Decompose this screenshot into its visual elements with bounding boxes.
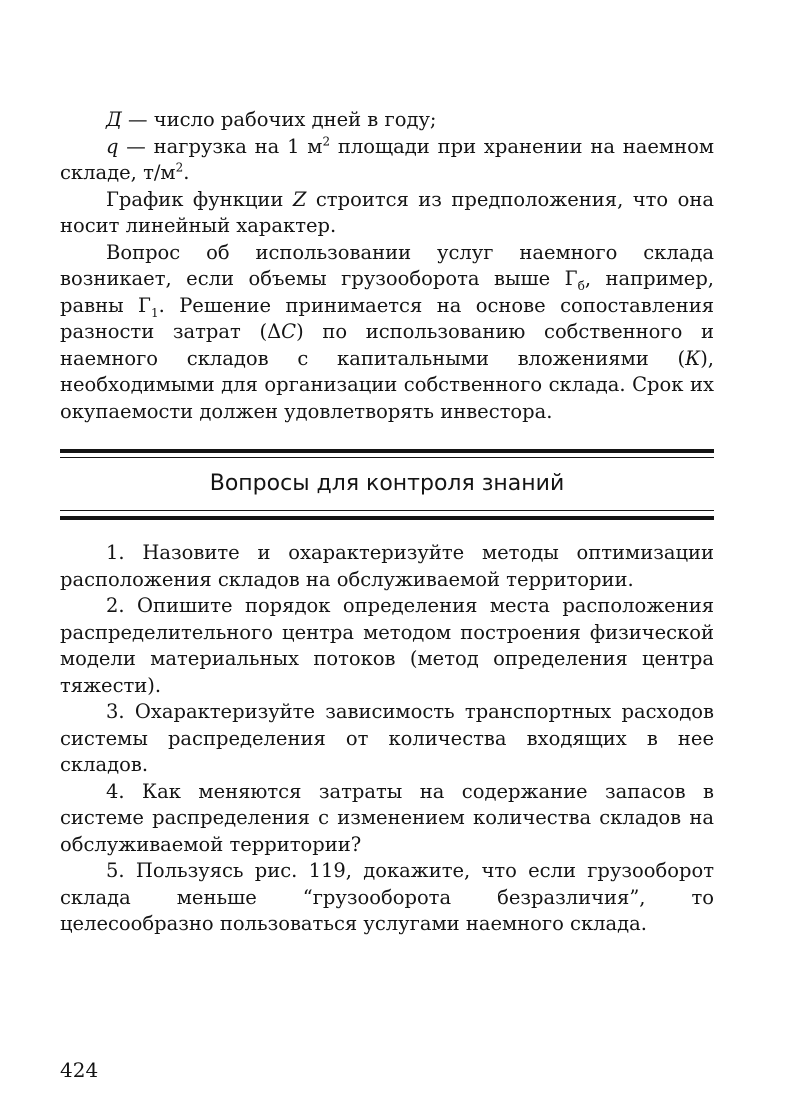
decision-part-5: ), необходимыми для организации собственного склада. Срок их окупаемости должен удовлетворять инвестора.	[60, 346, 714, 423]
symbol-c: С	[281, 320, 297, 343]
page-number: 424	[60, 1058, 99, 1082]
question-item: 5. Пользуясь рис. 119, докажите, что если грузооборот склада меньше “грузооборота безразличия”, то целесообразно пользоваться услугами наемного склада.	[60, 859, 714, 935]
question-item: 3. Охарактеризуйте зависимость транспортных расходов системы распределения от количества входящих в нее складов.	[60, 700, 714, 776]
symbol-d: Д	[106, 108, 122, 131]
decision-sub-2: 1	[150, 305, 159, 320]
definition-q-sup-2: 2	[175, 160, 184, 175]
definition-q-text-2: площади при хранении на наемном складе, т/м	[60, 134, 714, 184]
symbol-z: Z	[292, 187, 307, 211]
question-item: 4. Как меняются затраты на содержание запасов в системе распределения с изменением количества складов на обслуживаемой территории?	[60, 779, 714, 856]
decision-sub-1: б	[577, 278, 585, 293]
definition-d	[60, 107, 714, 134]
question-item: 1. Назовите и охарактеризуйте методы оптимизации расположения складов на обслуживаемой территории.	[60, 541, 714, 591]
definition-q-end: .	[183, 161, 190, 184]
question-item: 2. Опишите порядок определения места расположения распределительного центра методом построения физической модели материальных потоков (метод определения центра тяжести).	[60, 594, 714, 697]
decision-part-3: . Решение принимается на основе сопоставления разности затрат (Δ	[60, 293, 714, 343]
section-title: Вопросы для контроля знаний	[209, 471, 565, 496]
questions-list	[60, 540, 714, 938]
section-rule-bottom-thin	[60, 510, 714, 511]
symbol-k: К	[685, 346, 701, 370]
definition-d-text: — число рабочих дней в году;	[121, 108, 437, 131]
decision-part-1: Вопрос об использовании услуг наемного склада возникает, если объемы грузооборота выше Г	[60, 240, 714, 290]
section-rule-top-thin	[60, 457, 714, 458]
section-rule-top-thick	[60, 449, 714, 453]
paragraph-function	[60, 187, 714, 240]
paragraph-function-after: строится из предположения, что она носит линейный характер.	[60, 187, 714, 237]
section-rule-bottom-thick	[60, 516, 714, 520]
decision-part-4: ) по использованию собственного и наемного складов с капитальными вложениями (	[60, 320, 715, 370]
top-text-block	[60, 107, 714, 425]
symbol-q: q	[106, 134, 119, 158]
paragraph-function-before: График функции	[106, 187, 293, 211]
definition-q-sup-1: 2	[322, 134, 331, 148]
paragraph-decision	[60, 240, 714, 426]
decision-part-2: , например, равны Г	[60, 267, 715, 317]
definition-q	[60, 134, 714, 187]
definition-q-text-1: — нагрузка на 1 м	[118, 134, 323, 158]
